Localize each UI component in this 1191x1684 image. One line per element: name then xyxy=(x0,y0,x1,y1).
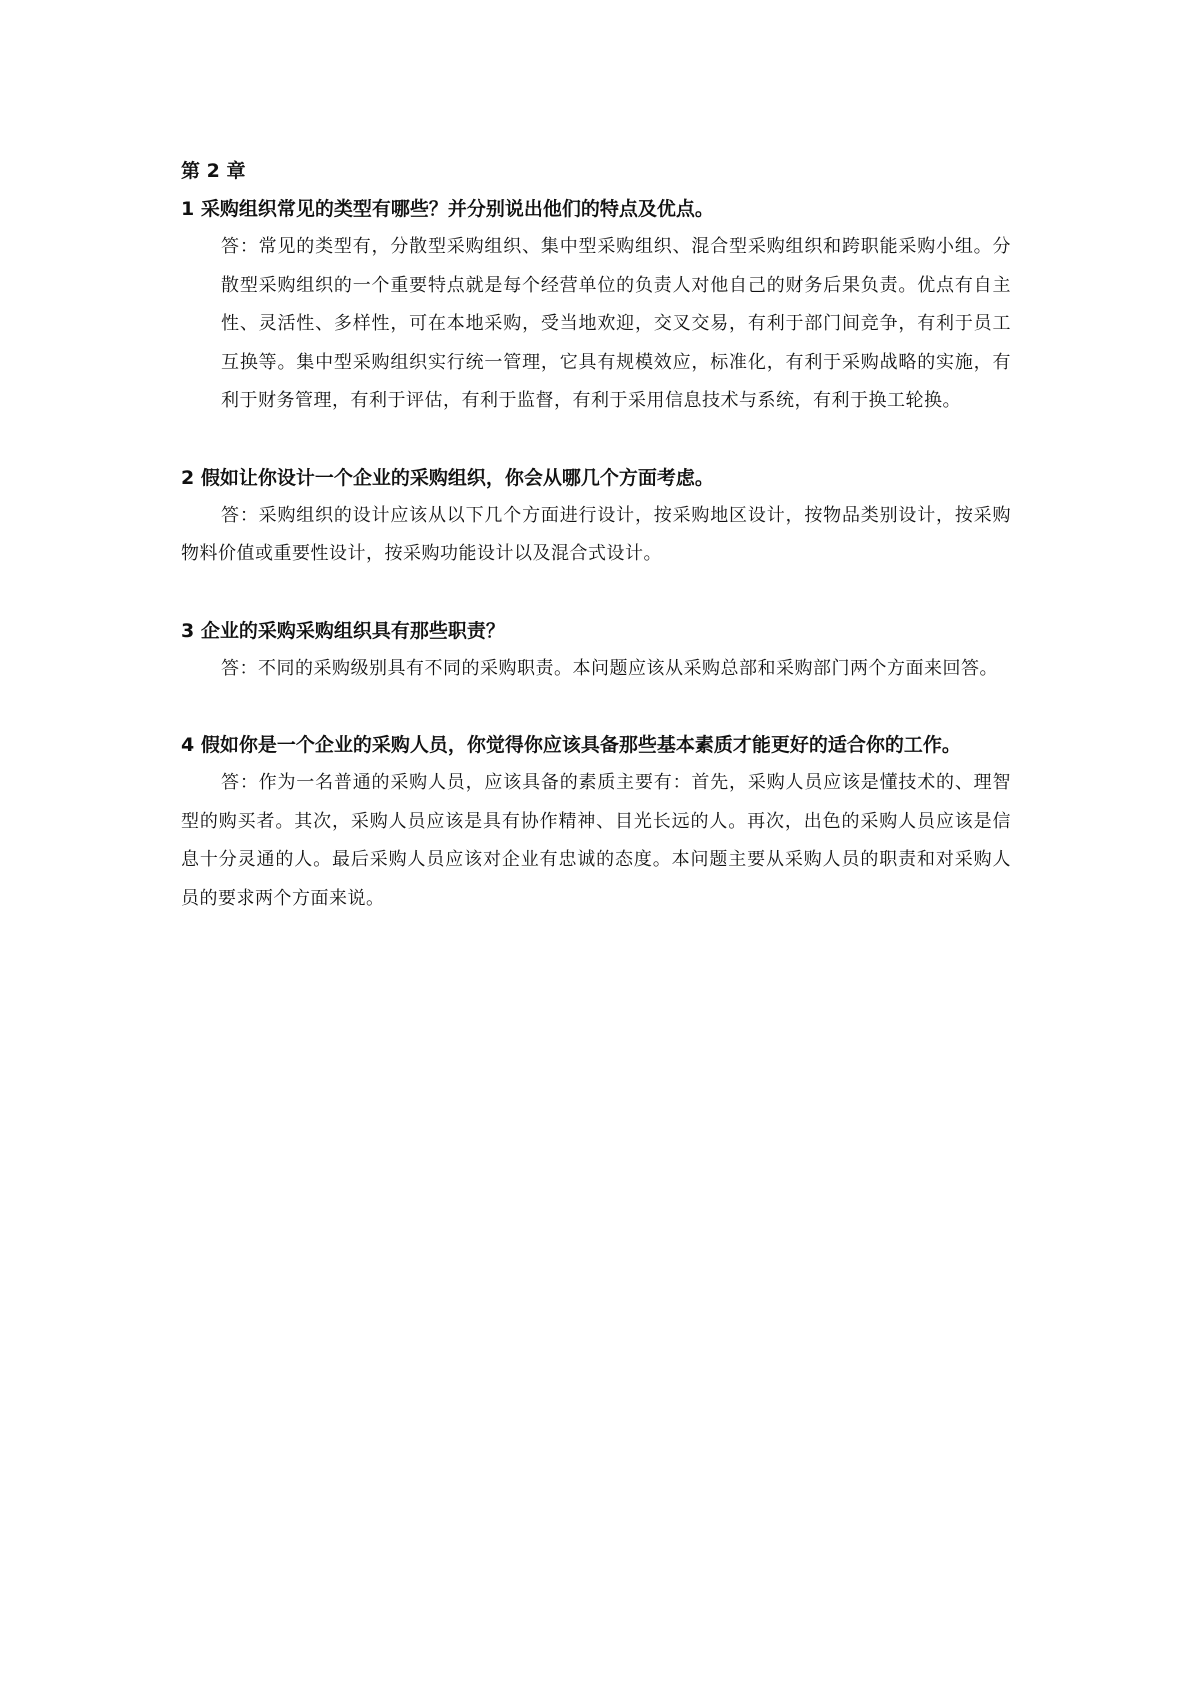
question-title: 1 采购组织常见的类型有哪些？并分别说出他们的特点及优点。 xyxy=(181,198,714,220)
question-block-4 xyxy=(181,726,1011,918)
answer-text: 答：作为一名普通的采购人员，应该具备的素质主要有：首先，采购人员应该是懂技术的、理智型的购买者。其次，采购人员应该是具有协作精神、目光长远的人。再次，出色的采购人员应该是信息十分灵通的人。最后采购人员应该对企业有忠诚的态度。本问题主要从采购人员的职责和对采购人员的要求两个方面来说。 xyxy=(181,772,1011,909)
spacer xyxy=(181,574,1011,612)
question-block-3 xyxy=(181,612,1011,689)
question-title: 4 假如你是一个企业的采购人员，你觉得你应该具备那些基本素质才能更好的适合你的工作。 xyxy=(181,734,961,756)
answer-text: 答：采购组织的设计应该从以下几个方面进行设计，按采购地区设计，按物品类别设计，按采购物料价值或重要性设计，按采购功能设计以及混合式设计。 xyxy=(181,504,1011,564)
answer-text: 答：常见的类型有，分散型采购组织、集中型采购组织、混合型采购组织和跨职能采购小组。分散型采购组织的一个重要特点就是每个经营单位的负责人对他自己的财务后果负责。优点有自主性、灵活性、多样性，可在本地采购，受当地欢迎，交叉交易，有利于部门间竞争，有利于员工互换等。集中型采购组织实行统一管理，它具有规模效应，标准化，有利于采购战略的实施，有利于财务管理，有利于评估，有利于监督，有利于采用信息技术与系统，有利于换工轮换。 xyxy=(221,236,1011,411)
chapter-title: 第 2 章 xyxy=(181,160,246,182)
question-title: 2 假如让你设计一个企业的采购组织，你会从哪几个方面考虑。 xyxy=(181,466,714,489)
question-block-1 xyxy=(181,190,1011,421)
answer-text: 答：不同的采购级别具有不同的采购职责。本问题应该从采购总部和采购部门两个方面来回答。 xyxy=(221,657,998,679)
spacer xyxy=(181,421,1011,459)
document-page xyxy=(181,152,1011,918)
question-block-2 xyxy=(181,459,1011,574)
spacer xyxy=(181,688,1011,726)
question-title: 3 企业的采购采购组织具有那些职责？ xyxy=(181,619,505,642)
